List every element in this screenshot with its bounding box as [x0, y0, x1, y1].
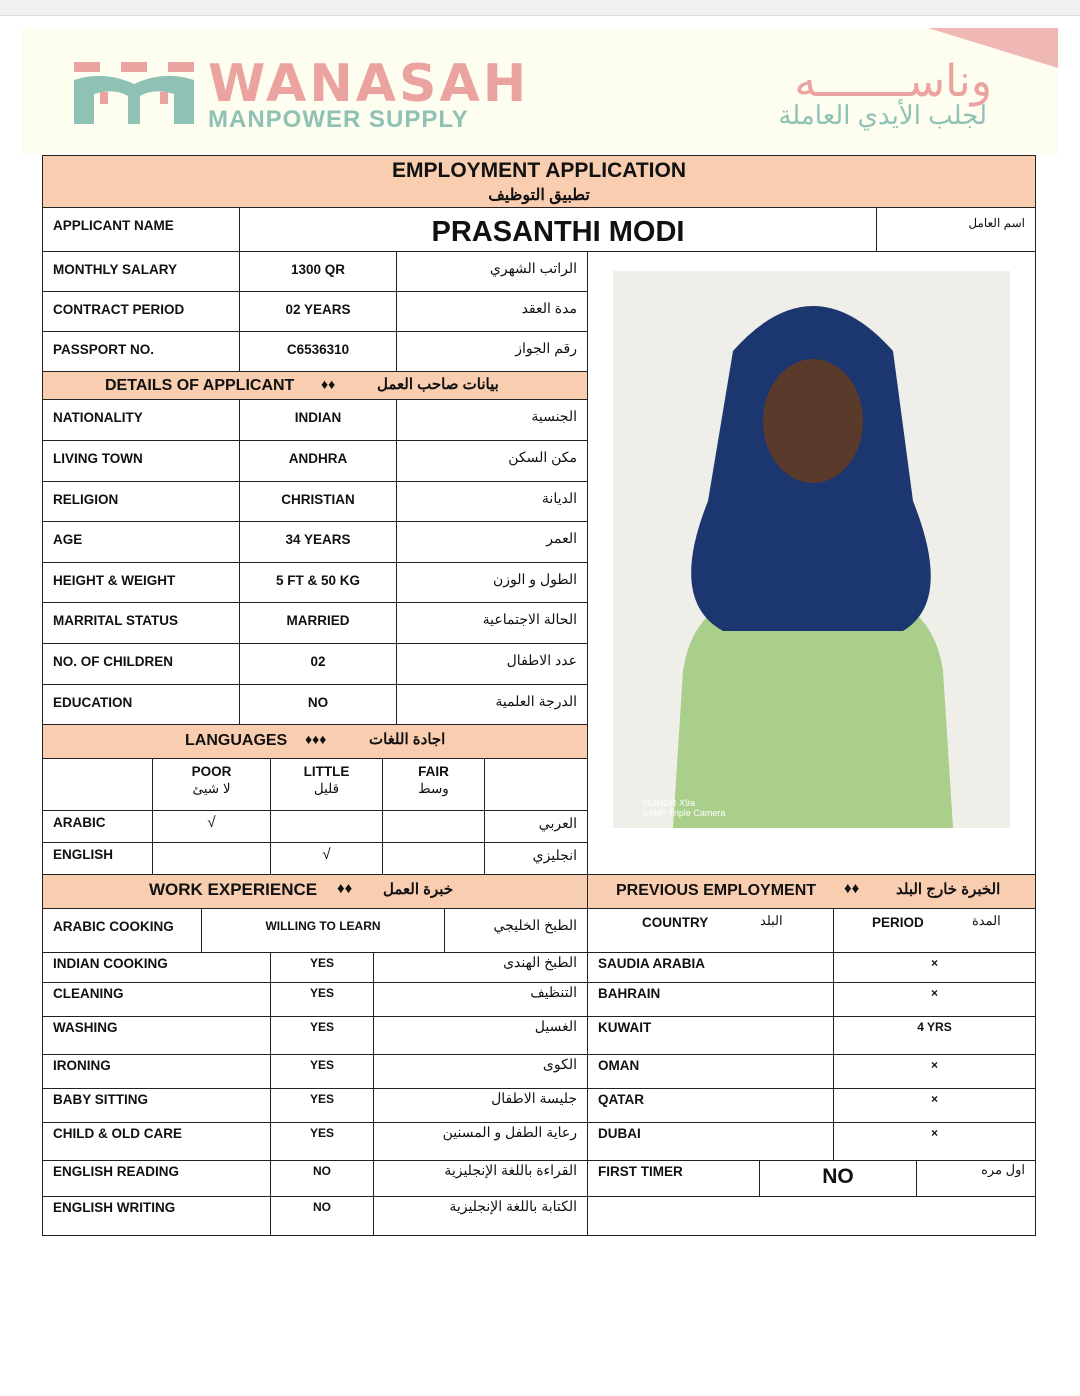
work-skill-label-arabic: الطبخ الهندى	[373, 952, 588, 983]
language-check-little	[270, 810, 383, 843]
level-en: POOR	[191, 764, 232, 779]
brand-tagline-arabic: لجلب الأيدي العاملة	[778, 100, 987, 130]
work-skill-value: YES	[270, 1016, 374, 1055]
previous-country: KUWAIT	[587, 1016, 834, 1055]
work-skill-label: ENGLISH WRITING	[42, 1196, 271, 1236]
work-skill-label: INDIAN COOKING	[42, 952, 271, 983]
detail-value: MARRIED	[239, 602, 397, 644]
work-skill-label-arabic: التنظيف	[373, 982, 588, 1017]
detail-label: MARRITAL STATUS	[42, 602, 240, 644]
brand-tagline: MANPOWER SUPPLY	[208, 106, 469, 133]
previous-period: ×	[833, 952, 1036, 983]
work-skill-value: NO	[270, 1160, 374, 1197]
detail-value: 5 FT & 50 KG	[239, 562, 397, 603]
detail-value: INDIAN	[239, 399, 397, 441]
row-label-arabic: الراتب الشهري	[396, 251, 588, 292]
applicant-name-label: APPLICANT NAME	[42, 207, 240, 252]
language-check-fair	[382, 810, 485, 843]
row-label-arabic: رقم الجواز	[396, 331, 588, 372]
country-column-header	[587, 908, 834, 953]
language-header-blank	[42, 758, 153, 811]
detail-value: NO	[239, 684, 397, 725]
level-en: FAIR	[418, 764, 449, 779]
brand-name: WANASAH	[208, 54, 530, 114]
country-header-label-arabic: البلد	[760, 913, 783, 928]
language-check-fair	[382, 842, 485, 875]
work-skill-label-arabic: الغسيل	[373, 1016, 588, 1055]
row-label: MONTHLY SALARY	[42, 251, 240, 292]
row-value: 1300 QR	[239, 251, 397, 292]
detail-label: NO. OF CHILDREN	[42, 643, 240, 685]
work-skill-label: BABY SITTING	[42, 1088, 271, 1123]
brand-name-arabic: وناســـــــه	[794, 57, 992, 106]
work-skill-label: WASHING	[42, 1016, 271, 1055]
person-photo-icon	[613, 271, 1010, 828]
work-skill-label-arabic: جليسة الاطفال	[373, 1088, 588, 1123]
work-skill-value: YES	[270, 982, 374, 1017]
row-value: 02 YEARS	[239, 291, 397, 332]
language-level-header	[382, 758, 485, 811]
first-timer-label-arabic: اول مره	[916, 1160, 1036, 1197]
work-skill-label-arabic: رعاية الطفل و المسنين	[373, 1122, 588, 1161]
work-skill-label: CLEANING	[42, 982, 271, 1017]
previous-country: BAHRAIN	[587, 982, 834, 1017]
level-ar: لا شيئ	[192, 781, 231, 796]
detail-label: RELIGION	[42, 481, 240, 522]
language-label: ARABIC	[42, 810, 153, 843]
work-skill-value: YES	[270, 1054, 374, 1089]
previous-period: ×	[833, 1088, 1036, 1123]
detail-label-arabic: مكن السكن	[396, 440, 588, 482]
period-header-label-arabic: المدة	[972, 913, 1001, 928]
language-label-arabic: انجليزي	[484, 842, 588, 875]
work-skill-value: YES	[270, 1088, 374, 1123]
work-experience-header	[42, 874, 588, 909]
detail-label-arabic: الحالة الاجتماعية	[396, 602, 588, 644]
applicant-photo	[613, 271, 1010, 828]
arabic-cooking-value: WILLING TO LEARN	[201, 908, 445, 953]
form-title: EMPLOYMENT APPLICATION	[392, 159, 686, 182]
detail-label-arabic: العمر	[396, 521, 588, 563]
previous-country: QATAR	[587, 1088, 834, 1123]
detail-label: NATIONALITY	[42, 399, 240, 441]
language-header-blank	[484, 758, 588, 811]
first-timer-value: NO	[759, 1160, 917, 1197]
work-experience-title: WORK EXPERIENCE	[149, 880, 318, 899]
work-experience-title-arabic: خبرة العمل	[383, 881, 454, 898]
level-ar: وسط	[418, 781, 449, 796]
previous-period: 4 YRS	[833, 1016, 1036, 1055]
languages-title-arabic: اجادة اللغات	[369, 731, 446, 748]
language-check-poor	[152, 842, 271, 875]
row-label: PASSPORT NO.	[42, 331, 240, 372]
work-skill-label: CHILD & OLD CARE	[42, 1122, 271, 1161]
viewer-top-bar	[0, 0, 1080, 16]
detail-label: HEIGHT & WEIGHT	[42, 562, 240, 603]
country-header-label: COUNTRY	[642, 915, 709, 930]
level-ar: قليل	[313, 781, 340, 796]
details-header	[42, 371, 588, 400]
first-timer-label: FIRST TIMER	[587, 1160, 760, 1197]
applicant-name-label-arabic: اسم العامل	[876, 207, 1036, 252]
detail-value: 34 YEARS	[239, 521, 397, 563]
languages-title: LANGUAGES	[185, 732, 288, 749]
arabic-cooking-label-arabic: الطبخ الخليجي	[444, 908, 588, 953]
work-skill-label-arabic: الكتابة باللغة الإنجليزية	[373, 1196, 588, 1236]
arabic-cooking-label: ARABIC COOKING	[42, 908, 202, 953]
level-en: LITTLE	[303, 764, 350, 779]
work-skill-label-arabic: الكوى	[373, 1054, 588, 1089]
language-check-little: √	[270, 842, 383, 875]
diamond-icon: ♦♦	[337, 880, 353, 897]
form-title-row	[42, 155, 1036, 208]
previous-period: ×	[833, 1054, 1036, 1089]
detail-label-arabic: الطول و الوزن	[396, 562, 588, 603]
detail-label-arabic: الجنسية	[396, 399, 588, 441]
letterhead	[22, 28, 1058, 154]
work-skill-value: YES	[270, 1122, 374, 1161]
form-title-arabic: تطبيق التوظيف	[488, 187, 590, 204]
previous-employment-title: PREVIOUS EMPLOYMENT	[616, 882, 817, 899]
work-skill-value: YES	[270, 952, 374, 983]
row-value: C6536310	[239, 331, 397, 372]
detail-label-arabic: عدد الاطفال	[396, 643, 588, 685]
previous-country: DUBAI	[587, 1122, 834, 1161]
empty-cell	[587, 1196, 1036, 1236]
watermark-line2: 64MP Triple Camera	[643, 808, 726, 818]
detail-label-arabic: الديانة	[396, 481, 588, 522]
row-label-arabic: مدة العقد	[396, 291, 588, 332]
detail-value: ANDHRA	[239, 440, 397, 482]
previous-period: ×	[833, 1122, 1036, 1161]
work-skill-value: NO	[270, 1196, 374, 1236]
watermark-line1: HONOR X9a	[643, 798, 696, 808]
previous-employment-header	[587, 874, 1036, 909]
row-label: CONTRACT PERIOD	[42, 291, 240, 332]
detail-label: LIVING TOWN	[42, 440, 240, 482]
detail-value: CHRISTIAN	[239, 481, 397, 522]
language-label-arabic: العربي	[484, 810, 588, 843]
language-level-header	[270, 758, 383, 811]
logo-icon	[74, 62, 194, 124]
previous-country: SAUDIA ARABIA	[587, 952, 834, 983]
languages-header	[42, 724, 588, 759]
diamond-icon: ♦♦	[844, 880, 860, 897]
work-skill-label: IRONING	[42, 1054, 271, 1089]
work-skill-label: ENGLISH READING	[42, 1160, 271, 1197]
language-check-poor: √	[152, 810, 271, 843]
diamond-icon: ♦♦	[321, 376, 336, 392]
details-title-arabic: بيانات صاحب العمل	[377, 376, 499, 393]
language-label: ENGLISH	[42, 842, 153, 875]
detail-label-arabic: الدرجة العلمية	[396, 684, 588, 725]
previous-country: OMAN	[587, 1054, 834, 1089]
period-column-header	[833, 908, 1036, 953]
period-header-label: PERIOD	[872, 915, 924, 930]
previous-employment-title-arabic: الخبرة خارج البلد	[896, 881, 1001, 898]
work-skill-label-arabic: القراءة باللغة الإنجليزية	[373, 1160, 588, 1197]
details-title: DETAILS OF APPLICANT	[105, 377, 295, 394]
diamond-icon: ♦♦♦	[305, 731, 327, 747]
applicant-name-value: PRASANTHI MODI	[239, 207, 877, 252]
detail-label: EDUCATION	[42, 684, 240, 725]
previous-period: ×	[833, 982, 1036, 1017]
detail-value: 02	[239, 643, 397, 685]
detail-label: AGE	[42, 521, 240, 563]
language-level-header	[152, 758, 271, 811]
